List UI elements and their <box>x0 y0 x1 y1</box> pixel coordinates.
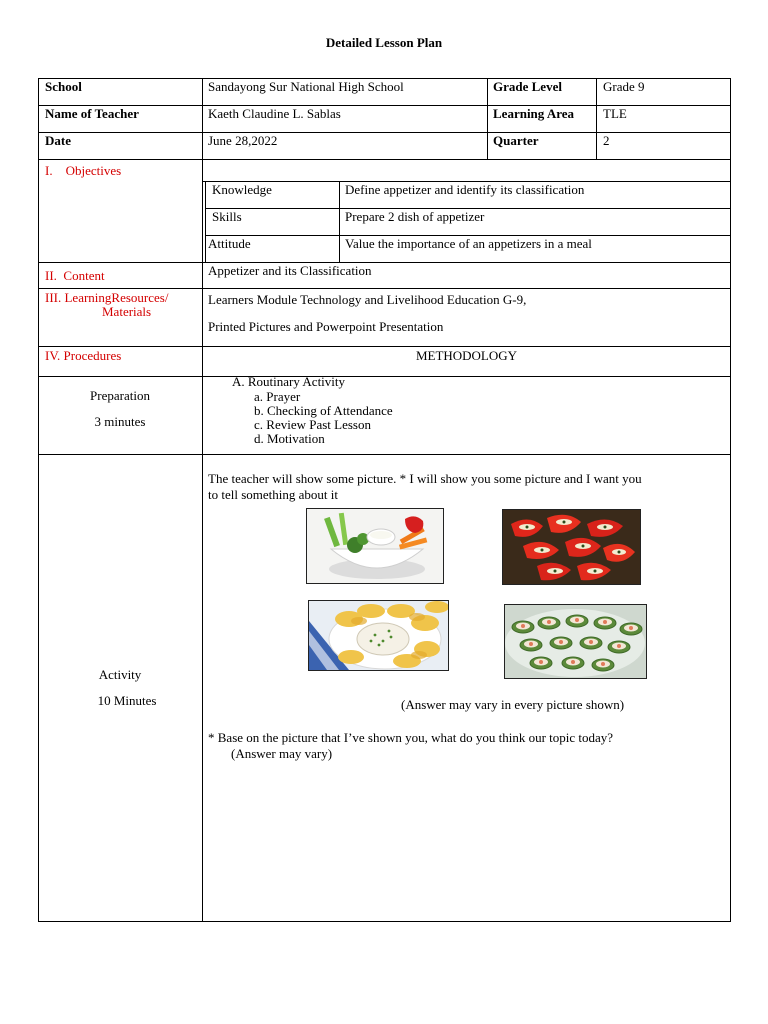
photo-stuffed-peppers <box>502 509 641 585</box>
objectives-heading <box>45 164 121 178</box>
activity-intro-line2: to tell something about it <box>208 487 338 502</box>
school-value: Sandayong Sur National High School <box>208 79 404 94</box>
routinary-item-attendance: b. Checking of Attendance <box>254 403 393 418</box>
resources-heading-line2: Materials <box>102 304 152 319</box>
activity-question: * Base on the picture that I’ve shown you, what do you think our topic today? <box>208 730 614 745</box>
veggie-sticks-image <box>307 509 443 583</box>
learning-area-label: Learning Area <box>493 106 575 121</box>
quarter-label: Quarter <box>493 133 539 148</box>
teacher-value: Kaeth Claudine L. Sablas <box>208 106 341 121</box>
routinary-activity-title: A. Routinary Activity <box>232 374 346 389</box>
skills-value: Prepare 2 dish of appetizer <box>345 209 485 224</box>
methodology-heading: METHODOLOGY <box>415 348 518 363</box>
stuffed-peppers-image <box>503 510 640 584</box>
school-label: School <box>45 79 82 94</box>
chips-and-dip-image <box>309 601 448 670</box>
learning-area-value: TLE <box>603 106 627 121</box>
knowledge-value: Define appetizer and identify its classification <box>345 182 585 197</box>
photo-cucumber-canapes <box>504 604 647 679</box>
grade-level-label: Grade Level <box>493 79 562 94</box>
procedures-heading: IV. Procedures <box>45 348 122 363</box>
activity-label: Activity <box>98 667 142 682</box>
content-value: Appetizer and its Classification <box>208 263 372 278</box>
attitude-value: Value the importance of an appetizers in a meal <box>345 236 592 251</box>
content-title: Content <box>63 268 105 283</box>
knowledge-label: Knowledge <box>212 182 272 197</box>
activity-question-answer: (Answer may vary) <box>231 746 333 761</box>
routinary-item-review: c. Review Past Lesson <box>254 417 371 432</box>
quarter-value: 2 <box>603 133 610 148</box>
resources-line1: Learners Module Technology and Livelihood Education G-9, <box>208 292 527 307</box>
resources-heading-line1: III. LearningResources/ <box>45 290 169 305</box>
preparation-label: Preparation <box>90 388 150 403</box>
content-heading <box>45 269 105 283</box>
teacher-label: Name of Teacher <box>45 106 139 121</box>
activity-time: 10 Minutes <box>97 693 157 708</box>
objectives-title: Objectives <box>65 163 122 178</box>
cucumber-canapes-image <box>505 605 646 678</box>
resources-line2: Printed Pictures and Powerpoint Presentation <box>208 319 444 334</box>
date-value: June 28,2022 <box>208 133 278 148</box>
attitude-label: Attitude <box>208 236 251 251</box>
date-label: Date <box>45 133 71 148</box>
objectives-number: I. <box>45 163 53 178</box>
content-number: II. <box>45 268 57 283</box>
document-title: Detailed Lesson Plan <box>325 35 443 50</box>
preparation-time: 3 minutes <box>94 414 146 429</box>
skills-label: Skills <box>212 209 242 224</box>
photo-chips-and-dip <box>308 600 449 671</box>
activity-intro-line1: The teacher will show some picture. * I will show you some picture and I want you <box>208 471 642 486</box>
grade-level-value: Grade 9 <box>603 79 645 94</box>
routinary-item-prayer: a. Prayer <box>254 389 301 404</box>
activity-answer-note: (Answer may vary in every picture shown) <box>401 697 625 712</box>
photo-veggie-sticks <box>306 508 444 584</box>
routinary-item-motivation: d. Motivation <box>254 431 325 446</box>
